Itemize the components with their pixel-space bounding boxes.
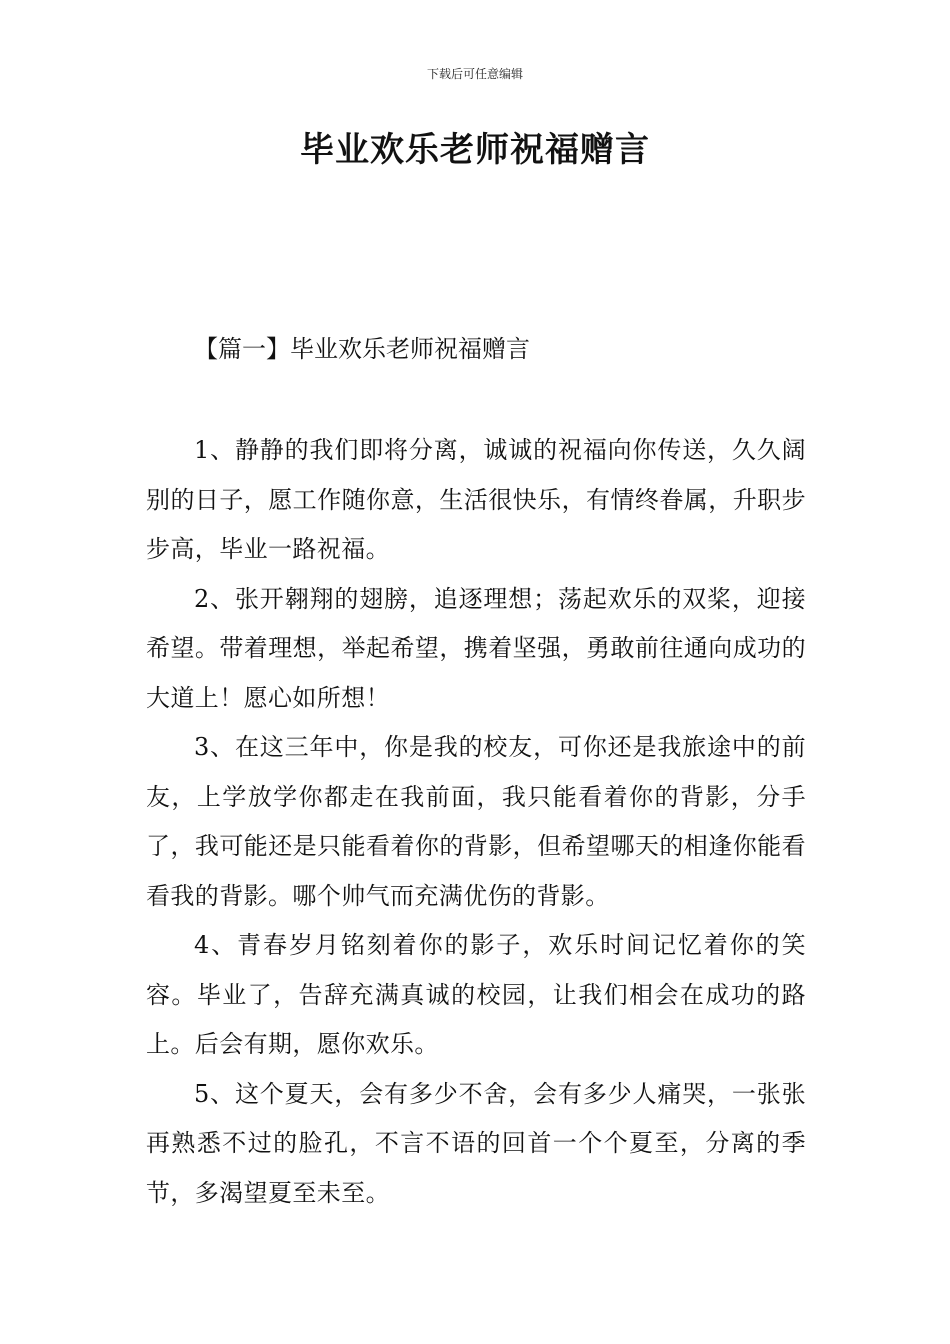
body-text (146, 426, 806, 1218)
paragraph-2: 2、张开翱翔的翅膀，追逐理想；荡起欢乐的双桨，迎接希望。带着理想，举起希望，携着坚强，勇敢前往通向成功的大道上！愿心如所想！ (146, 584, 806, 712)
paragraph-4: 4、青春岁月铭刻着你的影子，欢乐时间记忆着你的笑容。毕业了，告辞充满真诚的校园，让我们相会在成功的路上。后会有期，愿你欢乐。 (146, 931, 806, 1058)
paragraph-3: 3、在这三年中，你是我的校友，可你还是我旅途中的前友，上学放学你都走在我前面，我只能看着你的背影，分手了，我可能还是只能看着你的背影，但希望哪天的相逢你能看看我的背影。哪个帅气而充满优伤的背影。 (146, 733, 806, 910)
document-title: 毕业欢乐老师祝福赠言 (300, 130, 650, 170)
header-note: 下载后可任意编辑 (426, 67, 523, 81)
paragraph-1: 1、静静的我们即将分离，诚诚的祝福向你传送，久久阔别的日子，愿工作随你意，生活很快乐，有情终眷属，升职步步高，毕业一路祝福。 (146, 436, 806, 563)
paragraph-5: 5、这个夏天，会有多少不舍，会有多少人痛哭，一张张再熟悉不过的脸孔，不言不语的回首一个个夏至，分离的季节，多渴望夏至未至。 (146, 1079, 806, 1207)
section-heading: 【篇一】毕业欢乐老师祝福赠言 (194, 335, 530, 363)
